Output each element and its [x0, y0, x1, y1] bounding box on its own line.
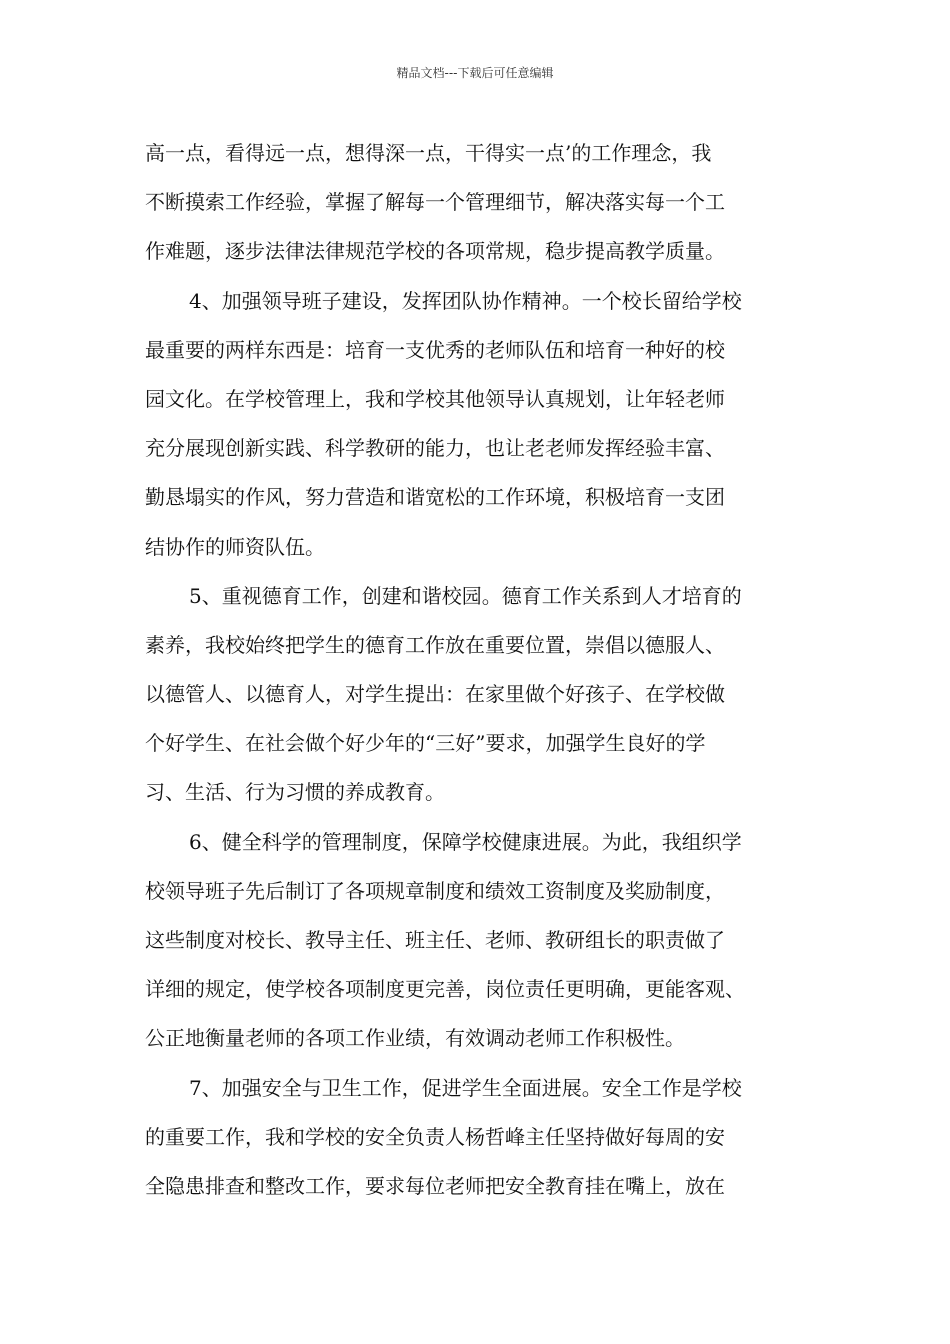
- text-line: 最重要的两样东西是：培育一支优秀的老师队伍和培育一种好的校: [145, 337, 725, 362]
- text-line: 6、健全科学的管理制度，保障学校健康进展。为此，我组织学: [189, 829, 742, 854]
- text-line: 5、重视德育工作，创建和谐校园。德育工作关系到人才培育的: [189, 583, 742, 608]
- text-line: 详细的规定，使学校各项制度更完善，岗位责任更明确，更能客观、: [145, 977, 745, 1002]
- text-line: 勤恳塌实的作风，努力营造和谐宽松的工作环境，积极培育一支团: [145, 485, 725, 510]
- text-line: 素养，我校始终把学生的德育工作放在重要位置，崇倡以德服人、: [145, 632, 725, 657]
- text-line: 这些制度对校长、教导主任、班主任、老师、教研组长的职责做了: [145, 928, 725, 952]
- text-line: 7、加强安全与卫生工作，促进学生全面进展。安全工作是学校: [189, 1075, 742, 1100]
- text-line: 个好学生、在社会做个好少年的“三好”要求，加强学生良好的学: [145, 731, 706, 756]
- text-line: 不断摸索工作经验，掌握了解每一个管理细节，解决落实每一个工: [145, 190, 725, 215]
- text-line: 结协作的师资队伍。: [145, 534, 325, 559]
- text-line: 作难题，逐步法律法律规范学校的各项常规，稳步提高教学质量。: [145, 239, 725, 264]
- text-line: 园文化。在学校管理上，我和学校其他领导认真规划，让年轻老师: [145, 386, 725, 411]
- text-line: 习、生活、行为习惯的养成教育。: [145, 780, 445, 805]
- text-line: 以德管人、以德育人，对学生提出：在家里做个好孩子、在学校做: [145, 682, 725, 707]
- text-line: 充分展现创新实践、科学教研的能力，也让老老师发挥经验丰富、: [145, 436, 725, 461]
- text-line: 校领导班子先后制订了各项规章制度和绩效工资制度及奖励制度，: [145, 878, 725, 903]
- text-line: 高一点，看得远一点，想得深一点，干得实一点’的工作理念，我: [145, 141, 712, 165]
- document-body: [145, 133, 825, 1215]
- text-line: 4、加强领导班子建设，发挥团队协作精神。一个校长留给学校: [189, 288, 742, 313]
- text-line: 全隐患排查和整改工作，要求每位老师把安全教育挂在嘴上，放在: [145, 1173, 725, 1198]
- text-line: 的重要工作，我和学校的安全负责人杨哲峰主任坚持做好每周的安: [145, 1124, 725, 1149]
- text-line: 公正地衡量老师的各项工作业绩，有效调动老师工作积极性。: [145, 1026, 685, 1051]
- page-header: 精品文档---下载后可任意编辑: [396, 66, 554, 80]
